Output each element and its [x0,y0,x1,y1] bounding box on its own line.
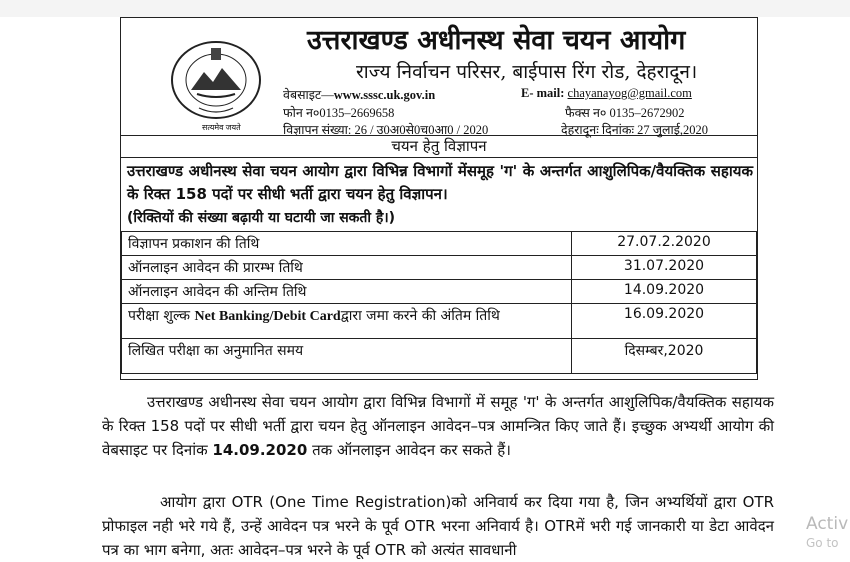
date-label: ऑनलाइन आवेदन की अन्तिम तिथि [122,280,572,304]
notice-title: चयन हेतु विज्ञापन [121,135,757,158]
date-label [122,304,572,339]
viewer-top-bar [0,0,850,17]
para1-start: उत्तराखण्ड अधीनस्थ सेवा चयन आयोग द्वारा विभिन्न विभागों में समूह 'ग' के अन्तर्गत आशुलिपिक/वैयक्तिक सहायक के रिक्त 158 पदों पर सीधी भर्ती द्वारा चयन हेतु ऑनलाइन आवेदन–पत्र आमन्त्रित किए जाते हैं। इच्छुक अभ्यर्थी आयोग की वेबसाइट पर दिनांक [102,393,774,459]
fax-number: फैक्स न० 0135–2672902 [565,106,685,120]
notice-summary: उत्तराखण्ड अधीनस्थ सेवा चयन आयोग द्वारा विभिन्न विभागों मेंसमूह 'ग' के अन्तर्गत आशुलिपिक/वैयक्तिक सहायक के रिक्त 158 पदों पर सीधी भर्ती द्वारा चयन हेतु विज्ञापन। [127,162,753,203]
table-row [122,256,757,280]
para1-end: तक ऑनलाइन आवेदन कर सकते हैं। [307,441,511,459]
advertisement-document [120,17,758,380]
table-row [122,232,757,256]
fee-payment-mode: Net Banking/Debit Card [194,309,341,324]
letterhead [121,18,757,136]
email-link[interactable]: chayanayog@gmail.com [567,86,692,100]
date-value: दिसम्बर,2020 [572,339,757,374]
vacancy-note: (रिक्तियों की संख्या बढ़ायी या घटायी जा सकती है।) [127,210,396,226]
website-label: वेबसाइट— [283,88,334,102]
table-row [122,280,757,304]
organization-address: राज्य निर्वाचन परिसर, बाईपास रिंग रोड, देहरादून। [356,61,698,83]
fee-label-prefix: परीक्षा शुल्क [128,308,195,324]
email-label: E- mail: [521,86,565,100]
activation-watermark-sub: Go to [806,536,839,550]
website-link[interactable]: www.sssc.uk.gov.in [333,88,436,102]
body-paragraph-2: आयोग द्वारा OTR (One Time Registration)को अनिवार्य कर दिया गया है, जिन अभ्यर्थियों द्वारा OTR प्रोफाइल नही भरे गये हैं, उन्हें आवेदन पत्र भरने के पूर्व OTR भरना अनिवार्य है। OTRमें भरी गई जानकारी या डेटा आवेदन पत्र का भाग बनेगा, अतः आवेदन–पत्र भरने के पूर्व OTR को अत्यंत सावधानी [102,493,774,559]
date-value: 27.07.2.2020 [572,232,757,256]
date-label: विज्ञापन प्रकाशन की तिथि [122,232,572,256]
date-value: 14.09.2020 [572,280,757,304]
organization-name: उत्तराखण्ड अधीनस्थ सेवा चयन आयोग [307,25,686,56]
table-row [122,339,757,374]
fee-label-suffix: द्वारा जमा करने की अंतिम तिथि [340,308,500,324]
date-value: 31.07.2020 [572,256,757,280]
last-date: 14.09.2020 [212,441,308,459]
logo-caption: सत्यमेव जयते [202,123,241,132]
activation-watermark: Activ [806,514,849,534]
date-label: ऑनलाइन आवेदन की प्रारम्भ तिथि [122,256,572,280]
important-dates-table [121,231,757,374]
email-line [521,86,692,101]
phone-number: फोन न०0135–2669658 [283,106,395,120]
table-row [122,304,757,339]
body-paragraph-1 [102,390,774,462]
date-label: लिखित परीक्षा का अनुमानित समय [122,339,572,374]
state-emblem-logo [169,38,263,122]
issue-date: देहरादूनः दिनांकः 27 जुलाई,2020 [561,123,709,137]
date-value: 16.09.2020 [572,304,757,339]
advertisement-number: विज्ञापन संख्या: 26 / उ0अ0से0च0आ0 / 2020 [283,123,489,137]
website-line [283,86,435,103]
